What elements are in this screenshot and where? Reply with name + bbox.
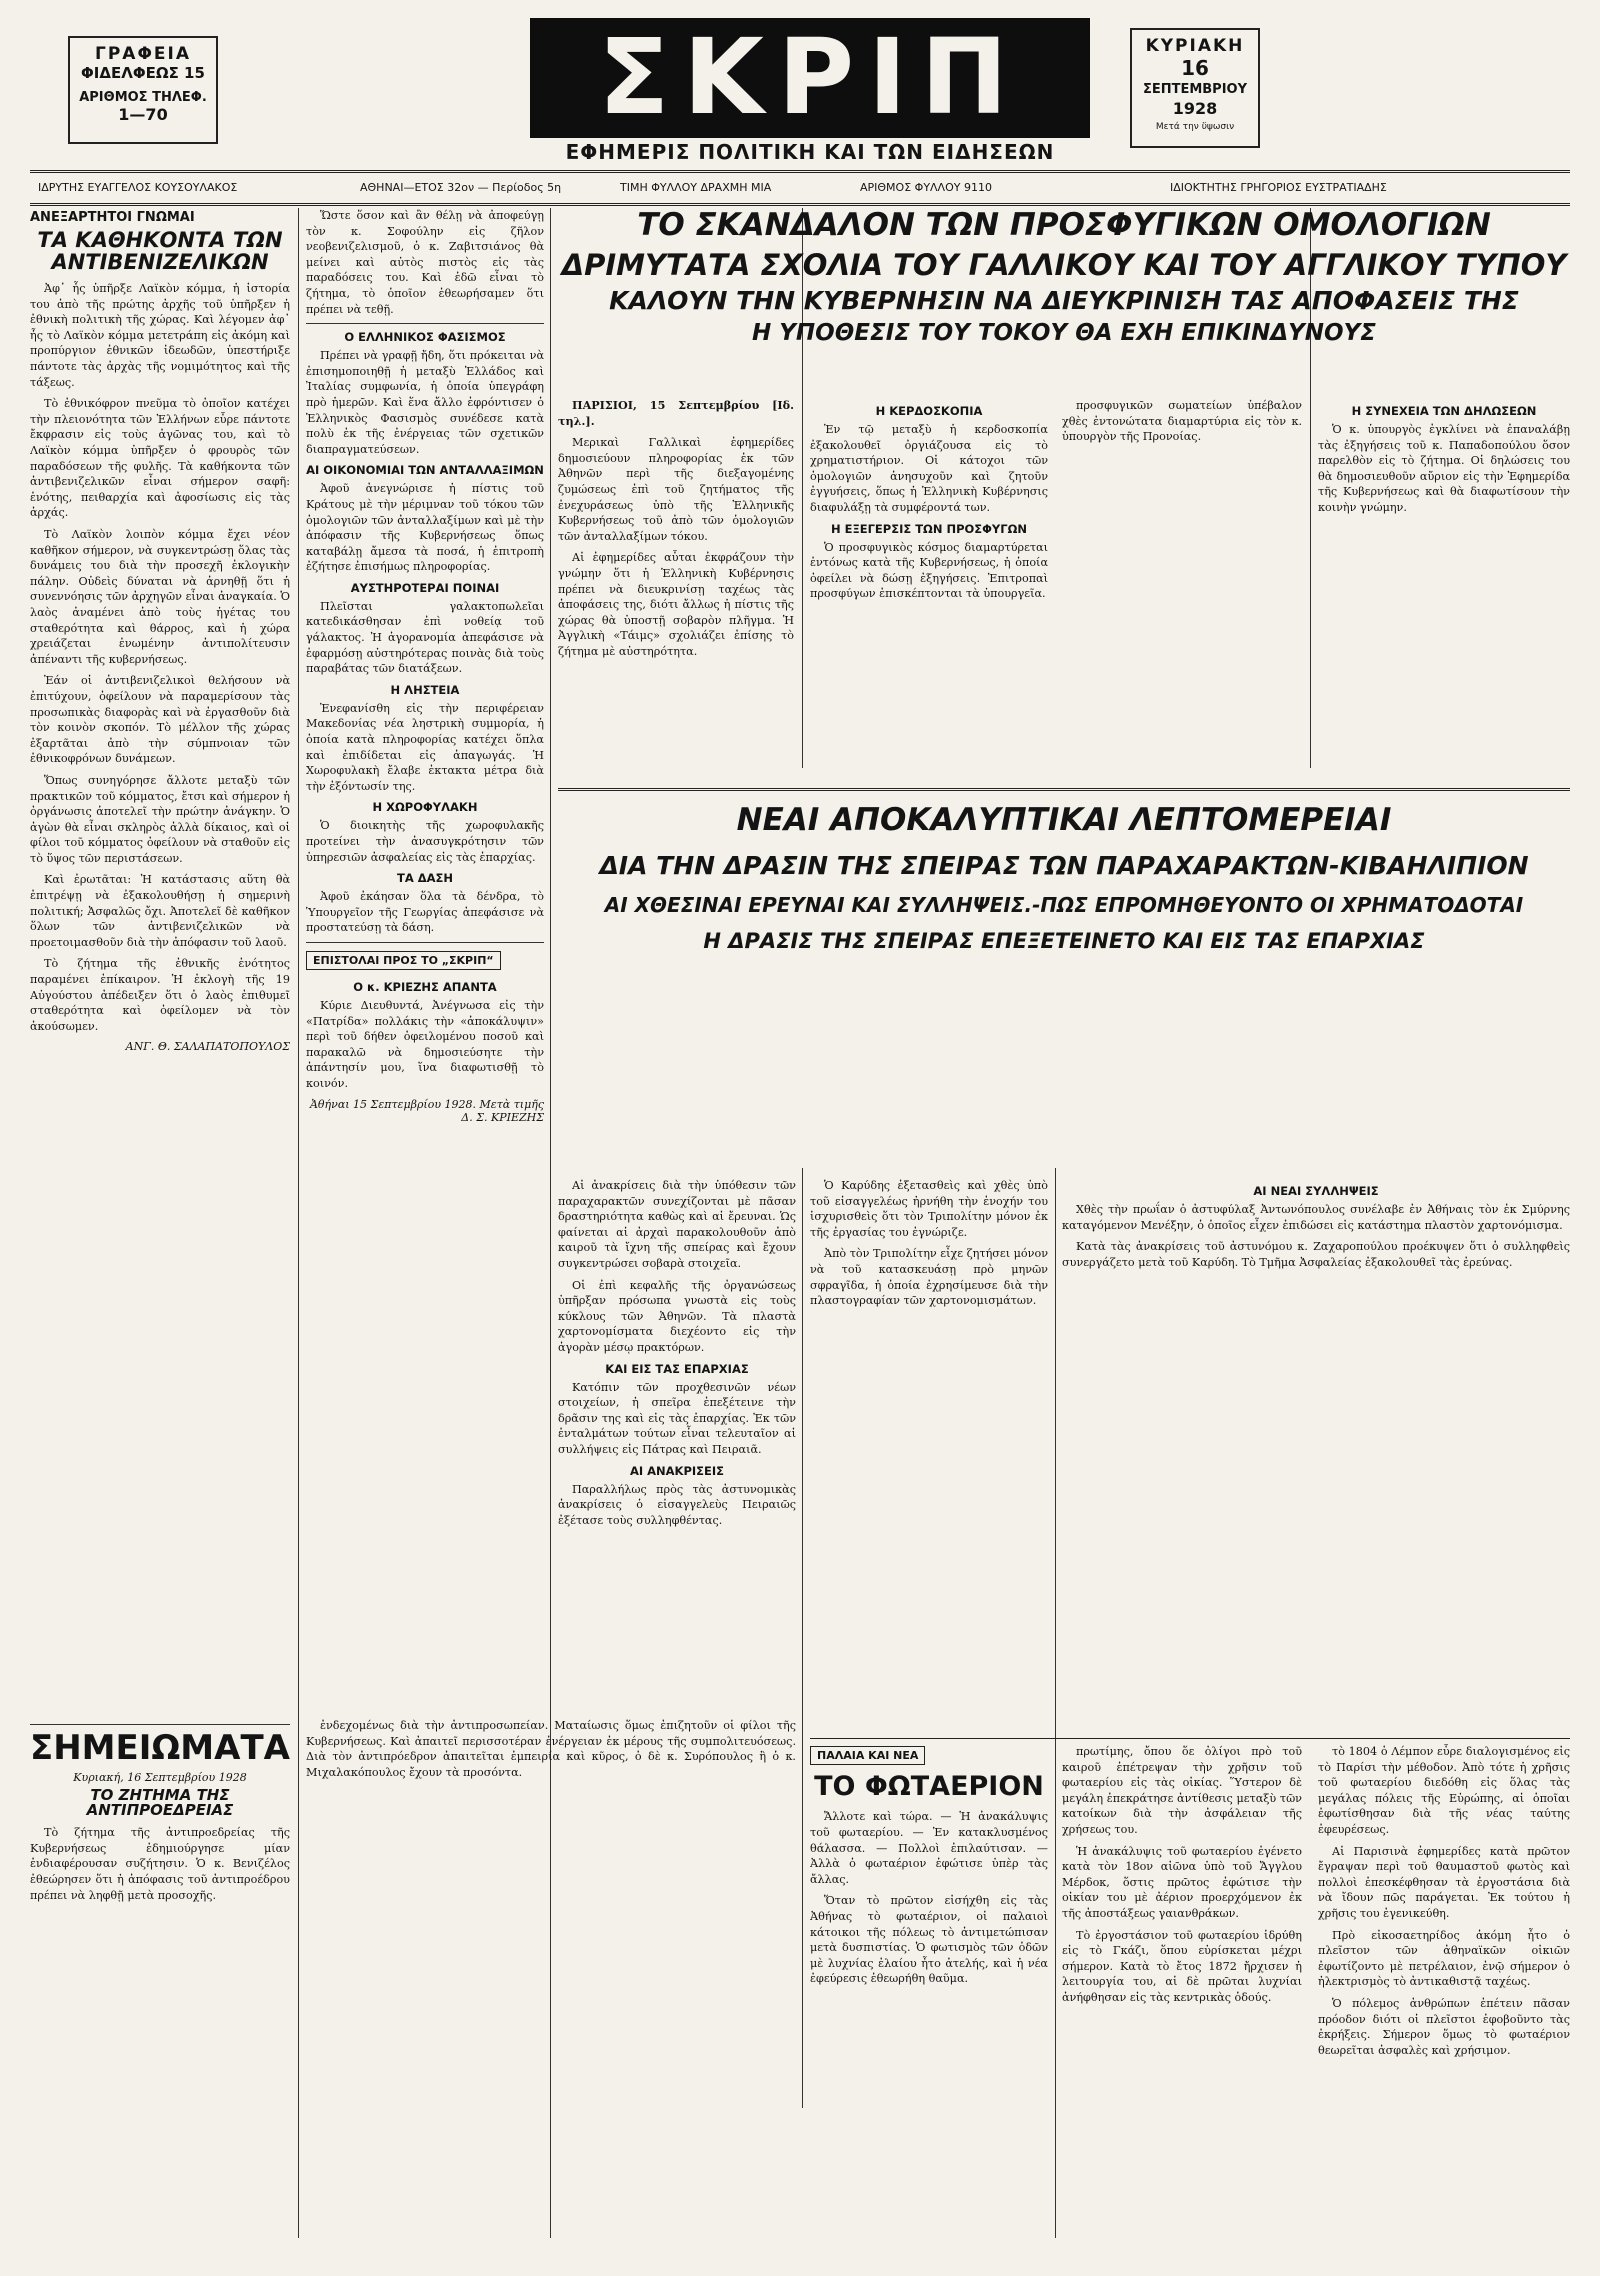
section-heading: Ο ΕΛΛΗΝΙΚΟΣ ΦΑΣΙΣΜΟΣ <box>344 330 506 345</box>
section-heading: ΚΑΙ ΕΙΣ ΤΑΣ ΕΠΑΡΧΙΑΣ <box>605 1361 749 1376</box>
founder: ΙΔΡΥΤΗΣ ΕΥΑΓΓΕΛΟΣ ΚΟΥΣΟΥΛΑΚΟΣ <box>38 181 238 194</box>
section-heading: ΤΑ ΔΑΣΗ <box>396 871 454 886</box>
date-box <box>1130 28 1260 148</box>
phone-number: 1—70 <box>118 105 168 124</box>
year: 1928 <box>1172 99 1218 118</box>
column-rule <box>1055 1168 1056 2238</box>
divider <box>810 1738 1570 1739</box>
owner: ΙΔΙΟΚΤΗΤΗΣ ΓΡΗΓΟΡΙΟΣ ΕΥΣΤΡΑΤΙΑΔΗΣ <box>1170 181 1387 194</box>
day-number: 16 <box>1181 56 1209 80</box>
notes-title: ΣΗΜΕΙΩΜΑΤΑ <box>30 1728 290 1768</box>
office-address: ΦΙΔΕΛΦΕΩΣ 15 <box>81 64 205 82</box>
editorial-paragraph: Ἀφ᾽ ἧς ὑπῆρξε Λαϊκὸν κόμμα, ἡ ἱστορία του ἀπὸ τῆς πρώτης ἀρχῆς τοῦ ὑπῆρξεν ἡ ἐθνικὴ πολιτικὴ τῆς χώρας. Καὶ λέγομεν ἀφ᾽ ἧς τὸ Λαϊκὸν κόμμα μετετράπη εἰς ἀκόμη καὶ προπύργιον ἐθνικῶν ἰδεωδῶν, ὑπεστήριξε πάντοτε τὰς ἀρχὰς τῆς νομιμότητος καὶ τῆς τάξεως. <box>30 282 290 389</box>
newspaper-title: ΣΚΡΙΠ <box>598 16 1022 138</box>
news-paragraph: Ἀφοῦ ἐκάησαν ὅλα τὰ δένδρα, τὸ Ὑπουργεῖον τῆς Γεωργίας ἀπεφάσισε νὰ προστατεύσῃ τὰ δάση. <box>306 890 544 935</box>
feature-paragraph: πρωτίμης, ὄπου ὅε ὀλίγοι πρὸ τοῦ καιροῦ ἐπέτρεψαν τὴν χρῆσιν τοῦ φωταερίου εἰς τὰς οἰκίας. Ὕστερον δὲ μεγάλη ἐπεκράτησε ἀντίθεσις μεταξὺ τῶν κατοίκων διὰ τὴν ἀσφάλειαν τῆς χρήσεως του. <box>1062 1745 1302 1836</box>
lead-column-2 <box>810 398 1048 768</box>
section-heading: ΑΥΣΤΗΡΟΤΕΡΑΙ ΠΟΙΝΑΙ <box>350 580 500 595</box>
newspaper-page <box>30 18 1570 2258</box>
feature-paragraph: Αἱ Παρισινὰ ἐφημερίδες κατὰ πρῶτον ἔγραψαν περὶ τοῦ θαυμαστοῦ φωτὸς καὶ πολλοὶ ἐπεσκέφθησαν τὰ ἐργοστάσια διὰ νὰ ἴδουν πῶς παράγεται. Ἐκ τούτου ἡ χρῆσις του ἐγενικεύθη. <box>1318 1844 1570 1920</box>
news-paragraph: Ὥστε ὅσον καὶ ἂν θέλῃ νὰ ἀποφεύγῃ τὸν κ. Σοφούλην εἰς ζῆλον νεοβενιζελισμοῦ, ὁ κ. Ζαβιτσιάνος θὰ μείνει καὶ αὐτὸς πιστὸς εἰς τὰς παραδόσεις του. Καὶ ἐδῶ εἶναι τὸ ζήτημα, τὸ ὁποῖον ἐθεωρήσαμεν ὅτι πρέπει νὰ τεθῇ. <box>306 209 544 316</box>
second-paragraph: Κατὰ τὰς ἀνακρίσεις τοῦ ἀστυνόμου κ. Ζαχαροπούλου προέκυψεν ὅτι ὁ συλληφθεὶς συνεργάζετο μετὰ τοῦ Καρύδη. Τὸ Τμῆμα Ἀσφαλείας ἐξακολουθεῖ τὰς ἐρεύνας. <box>1062 1240 1570 1269</box>
notes-paragraph: Τὸ ζήτημα τῆς ἀντιπροεδρείας τῆς Κυβερνήσεως ἐδημιούργησε μίαν ἐνδιαφέρουσαν συζήτησιν. Ὁ κ. Βενιζέλος ἐθεώρησεν ὅτι ἡ ἀπόφασις τοῦ ἀντιπροέδρου πρέπει νὰ ληφθῇ μετὰ προσοχῆς. <box>30 1826 290 1902</box>
lead-paragraph: Ὁ προσφυγικὸς κόσμος διαμαρτύρεται ἐντόνως κατὰ τῆς Κυβερνήσεως, ἡ ὁποία ὀφείλει νὰ δώσῃ ἐξηγήσεις. Ἐπιτροπαὶ προσφύγων ἐπισκέπτονται τὰ ὑπουργεῖα. <box>810 540 1048 601</box>
editorial-kicker: ΑΝΕΞΑΡΤΗΤΟΙ ΓΝΩΜΑΙ <box>30 210 195 225</box>
second-paragraph: Κατόπιν τῶν προχθεσινῶν νέων στοιχείων, ἡ σπεῖρα ἐπεξέτεινε τὴν δρᾶσιν της καὶ εἰς τὰς ἐπαρχίας. Ἐκ τῶν ἐνταλμάτων τούτων εἶναι τελευταῖον αἱ συλλήψεις εἰς Πάτρας καὶ Πειραιᾶ. <box>558 1380 796 1456</box>
editorial-column <box>30 208 290 1708</box>
notes-paragraph: ἐνδεχομένως διὰ τὴν ἀντιπροσωπείαν. Ματαίωσις ὅμως ἐπιζητοῦν οἱ φίλοι τῆς Κυβερνήσεως. Καὶ ἀπαιτεῖ περισσοτέραν ἐνέργειαν ἐκ μέρους τῆς συμπολιτευόσεως. Διὰ τὸν ἀντιπρόεδρον ἀπαιτεῖται ἐμπειρία καὶ κῦρος, ὁ δὲ κ. Συρόπουλος ἢ ὁ κ. Μιχαλακόπουλος ἔχουν τὰ προσόντα. <box>306 1719 796 1779</box>
section-heading: ΑΙ ΟΙΚΟΝΟΜΙΑΙ ΤΩΝ ΑΝΤΑΛΛΑΞΙΜΩΝ <box>306 463 544 478</box>
lead-column-4 <box>1318 398 1570 768</box>
office-label: ΓΡΑΦΕΙΑ <box>95 44 191 64</box>
feature-box-label: ΠΑΛΑΙΑ ΚΑΙ ΝΕΑ <box>810 1746 925 1765</box>
second-subheadline: Η ΔΡΑΣΙΣ ΤΗΣ ΣΠΕΙΡΑΣ ΕΠΕΞΕΤΕΙΝΕΤΟ ΚΑΙ ΕΙΣ ΤΑΣ ΕΠΑΡΧΙΑΣ <box>703 929 1425 954</box>
divider <box>558 788 1570 791</box>
lead-paragraph: Μερικαὶ Γαλλικαὶ ἐφημερίδες δημοσιεύουν πληροφορίας ἐκ τῶν Ἀθηνῶν περὶ τῆς διεξαγομένης ζυμώσεως ἐπὶ τοῦ ζητήματος τῆς ἐνεχυράσεως ὑπὸ τῆς Ἑλληνικῆς Κυβερνήσεως τοῦ ἀπὸ τῶν ὁμολογιῶν τῶν ἀνταλλαξίμων τόκου. <box>558 436 794 543</box>
editorial-signature: ΑΝΓ. Θ. ΣΑΛΑΠΑΤΟΠΟΥΛΟΣ <box>125 1040 290 1054</box>
letters-box-label: ΕΠΙΣΤΟΛΑΙ ΠΡΟΣ ΤΟ „ΣΚΡΙΠ“ <box>306 951 501 970</box>
section-heading: Η ΕΞΕΓΕΡΣΙΣ ΤΩΝ ΠΡΟΣΦΥΓΩΝ <box>831 521 1027 536</box>
news-paragraph: Πρέπει νὰ γραφῇ ἤδη, ὅτι πρόκειται νὰ ἐπισημοποιηθῇ ἡ μεταξὺ Ἑλλάδος καὶ Ἰταλίας συμφωνία, ἡ ὁποία ὑπεγράφη πρὸ ἡμερῶν. Καὶ ἕνα ἄλλο ἐφρόντισεν ὁ Ἑλληνικὸς Φασισμὸς συνέδεσε κατὰ πολὺ ἐκ τῆς ἐνέργειας τῶν σχετικῶν διαπραγματεύσεων. <box>306 349 544 456</box>
feature-paragraph: Ὅταν τὸ πρῶτον εἰσήχθη εἰς τὰς Ἀθήνας τὸ φωταέριον, οἱ παλαιοὶ κάτοικοι τῆς πόλεως τὸ ἀντιμετώπισαν μετὰ δυσπιστίας. Ὁ φωτισμὸς τῶν ὁδῶν μὲ λυχνίας ἐλαίου ἦτο ἀτελής, καὶ ἡ νέα ἐφεύρεσις ἐθεωρήθη θαῦμα. <box>810 1894 1048 1986</box>
lead-subheadline: ΔΡΙΜΥΤΑΤΑ ΣΧΟΛΙΑ ΤΟΥ ΓΑΛΛΙΚΟΥ ΚΑΙ ΤΟΥ ΑΓΓΛΙΚΟΥ ΤΥΠΟΥ <box>561 247 1567 282</box>
second-story-headlines <box>558 803 1570 1163</box>
section-heading: Η ΚΕΡΔΟΣΚΟΠΙΑ <box>875 404 983 418</box>
feature-paragraph: Ὁ πόλεμος ἀνθρώπων ἐπέτειν πᾶσαν πρόοδον διότι οἱ πλεῖστοι ἐφοβοῦντο τὰς ἐκρήξεις. Σήμερον ὅμως τὸ φωταέριον θεωρεῖται ἀσφαλὲς καὶ χρήσιμον. <box>1318 1996 1570 2057</box>
feature-column-3 <box>1318 1744 1570 2244</box>
news-column <box>306 208 544 1708</box>
weekday: ΚΥΡΙΑΚΗ <box>1145 36 1245 56</box>
newspaper-subtitle: ΕΦΗΜΕΡΙΣ ΠΟΛΙΤΙΚΗ ΚΑΙ ΤΩΝ ΕΙΔΗΣΕΩΝ <box>565 140 1055 164</box>
letter-signature: Ἀθήναι 15 Σεπτεμβρίου 1928. Μετὰ τιμῆς Δ. Σ. ΚΡΙΕΖΗΣ <box>309 1097 544 1124</box>
lead-paragraph: Ὁ κ. ὑπουργὸς ἐγκλίνει νὰ ἐπαναλάβῃ τὰς ἐξηγήσεις τοῦ κ. Παπαδοπούλου ὅσον παρελθὸν εἰς τὸ ζήτημα. Οἱ δηλώσεις του θὰ δημοσιευθοῦν αὔριον εἰς τὴν Ἐφημερίδα τῆς Κυβερνήσεως καὶ θὰ διαφωτίσουν τὴν κοινὴν γνώμην. <box>1318 423 1570 514</box>
notes-date: Κυριακή, 16 Σεπτεμβρίου 1928 <box>73 1770 247 1784</box>
section-heading: Ο κ. ΚΡΙΕΖΗΣ ΑΠΑΝΤΑ <box>353 979 497 994</box>
feature-title: ΤΟ ΦΩΤΑΕΡΙΟΝ <box>814 1771 1044 1802</box>
feature-column-1 <box>810 1744 1048 2244</box>
lead-paragraph <box>558 398 794 429</box>
lead-paragraph: Αἱ ἐφημερίδες αὗται ἐκφράζουν τὴν γνώμην ὅτι ἡ Ἑλληνικὴ Κυβέρνησις πρέπει νὰ διευκρινίσῃ ταχέως τὰς ἀποφάσεις της, διότι ἄλλως ἡ πίστις τῆς χώρας θὰ ὑποστῇ σοβαρὸν πλῆγμα. Ἡ Ἀγγλικὴ «Τάιμς» σχολιάζει ἐπίσης τὸ ζήτημα μὲ αὐστηρότητα. <box>558 551 794 658</box>
second-paragraph: Χθὲς τὴν πρωΐαν ὁ ἀστυφύλαξ Ἀντωνόπουλος συνέλαβε ἐν Ἀθήναις τὸν ἐκ Σμύρνης καταγόμενον Μενέξην, ὁ ὁποῖος εἶχεν ἐπιδώσει εἰς κατάστημα πλαστὸν χαρτονόμισμα. <box>1062 1203 1570 1232</box>
issue-number: ΑΡΙΘΜΟΣ ΦΥΛΛΟΥ 9110 <box>860 181 992 194</box>
editorial-paragraph: Ἐάν οἱ ἀντιβενιζελικοὶ θελήσουν νὰ ἐπιτύχουν, ὀφείλουν νὰ παραμερίσουν τὰς προσωπικὰς διαφορὰς καὶ νὰ ἐργασθοῦν διὰ τὸν κοινὸν σκοπόν. Τὸ μέλλον τῆς χώρας ἐξαρτᾶται ἀπὸ τὴν σύμπνοιαν τῶν ἐθνικοφρόνων δυνάμεων. <box>30 674 290 766</box>
section-heading: Η ΧΩΡΟΦΥΛΑΚΗ <box>372 800 478 815</box>
second-column-2 <box>810 1178 1048 1738</box>
feature-paragraph: τὸ 1804 ὁ Λέμπον εὗρε διαλογισμένος εἰς τὸ Παρίσι τὴν μέθοδον. Ἀπὸ τότε ἡ χρῆσις τοῦ φωταερίου διεδόθη εἰς ὅλας τὰς μεγάλας πόλεις τῆς Εὐρώπης, αἱ ὁποῖαι ἐφωτίσθησαν διὰ τῆς νέας ταύτης ἐφευρέσεως. <box>1318 1745 1570 1836</box>
lead-headline: ΤΟ ΣΚΑΝΔΑΛΟΝ ΤΩΝ ΠΡΟΣΦΥΓΙΚΩΝ ΟΜΟΛΟΓΙΩΝ <box>637 208 1491 243</box>
second-column-3 <box>1062 1178 1570 1738</box>
column-rule <box>298 208 299 2238</box>
editorial-headline: ΤΑ ΚΑΘΗΚΟΝΤΑ ΤΩΝ ΑΝΤΙΒΕΝΙΖΕΛΙΚΩΝ <box>37 228 283 275</box>
editorial-paragraph: Καὶ ἐρωτᾶται: Ἡ κατάστασις αὕτη θὰ ἐπιτρέψῃ νὰ ἐξακολουθήσῃ ἡ σημερινὴ πολιτική; Ἀσφαλῶς ὄχι. Ἀποτελεῖ δὲ καθῆκον ὅλων τῶν ἀντιβενιζελικῶν νὰ προετοιμασθοῦν διὰ τὴν ἀπόφασιν τοῦ λαοῦ. <box>30 873 290 949</box>
feature-column-2 <box>1062 1744 1302 2244</box>
phone-label: ΑΡΙΘΜΟΣ ΤΗΛΕΦ. <box>79 90 207 105</box>
news-paragraph: Ἐνεφανίσθη εἰς τὴν περιφέρειαν Μακεδονίας νέα ληστρικὴ συμμορία, ἡ ὁποία κατὰ πληροφορίας κατέχει ὅπλα καὶ ἐπιδίδεται εἰς ἀπαγωγάς. Ἡ Χωροφυλακὴ ἔλαβε ἐκτακτα μέτρα διὰ τὴν ἐξόντωσίν της. <box>306 701 544 793</box>
second-paragraph: Παραλλήλως πρὸς τὰς ἀστυνομικὰς ἀνακρίσεις ὁ εἰσαγγελεὺς Πειραιῶς ἐξέτασε τοὺς συλληφθέντας. <box>558 1482 796 1527</box>
section-heading: ΑΙ ΑΝΑΚΡΙΣΕΙΣ <box>629 1463 725 1478</box>
second-subheadline: ΑΙ ΧΘΕΣΙΝΑΙ ΕΡΕΥΝΑΙ ΚΑΙ ΣΥΛΛΗΨΕΙΣ.-ΠΩΣ ΕΠΡΟΜΗΘΕΥΟΝΤΟ ΟΙ ΧΡΗΜΑΤΟΔΟΤΑΙ <box>604 892 1524 917</box>
second-paragraph: Ὁ Καρύδης ἐξετασθεὶς καὶ χθὲς ὑπὸ τοῦ εἰσαγγελέως ἠρνήθη τὴν ἐνοχήν του ἰσχυρισθεὶς ὅτι τὸν Τριπολίτην μόνον ἐκ τῆς ἐργασίας του ἐγνώριζε. <box>810 1179 1048 1239</box>
section-heading: ΑΙ ΝΕΑΙ ΣΥΛΛΗΨΕΙΣ <box>1253 1184 1379 1198</box>
feature-paragraph: Ἄλλοτε καὶ τώρα. — Ἡ ἀνακάλυψις τοῦ φωταερίου. — Ἐν κατακλυσμένος θάλασσα. — Πολλοὶ ἐπιλαύτισαν. — Ἀλλὰ ὁ φωταέριον ἐφώτισε ὑπὲρ τὰς ἄλλας. <box>810 1810 1048 1886</box>
divider <box>30 1724 290 1725</box>
divider <box>306 323 544 324</box>
editorial-paragraph: Ὅπως συνηγόρησε ἄλλοτε μεταξὺ τῶν πρακτικῶν τοῦ κόμματος, ἔτσι καὶ σήμερον ἡ ὀργάνωσις ἀποτελεῖ τὴν πρώτην ἀνάγκην. Ὁ ἀγὼν θὰ εἶναι σκληρὸς ἀλλὰ δίκαιος, καὶ οἱ φίλοι τοῦ κόμματος ὀφείλουν νὰ σταθοῦν εἰς τὸ ὕψος τῶν περιστάσεων. <box>30 773 290 865</box>
year-period: ΑΘΗΝΑΙ—ΕΤΟΣ 32ον — Περίοδος 5η <box>360 181 562 194</box>
news-paragraph: Κύριε Διευθυντά, Ἀνέγνωσα εἰς τὴν «Πατρίδα» πολλάκις τὴν «ἀποκάλυψιν» περὶ τοῦ δήθεν ὀφειλομένου ποσοῦ καὶ παρακαλῶ νὰ δημοσιεύσητε τὴν ἀπάντησίν μου, ἵνα διαφωτισθῇ τὸ κοινόν. <box>306 998 544 1090</box>
date-note: Μετά την ὕψωσιν <box>1155 122 1235 132</box>
lead-subheadline: Η ΥΠΟΘΕΣΙΣ ΤΟΥ ΤΟΚΟΥ ΘΑ ΕΧΗ ΕΠΙΚΙΝΔΥΝΟΥΣ <box>752 320 1376 347</box>
notes-headline: ΤΟ ΖΗΤΗΜΑ ΤΗΣ ΑΝΤΙΠΡΟΕΔΡΕΙΑΣ <box>86 1785 234 1820</box>
notes-section <box>30 1718 290 2238</box>
lead-dateline: ΠΑΡΙΣΙΟΙ, 15 Σεπτεμβρίου [Ιδ. τηλ.]. <box>558 398 794 428</box>
second-headline: ΝΕΑΙ ΑΠΟΚΑΛΥΠΤΙΚΑΙ ΛΕΠΤΟΜΕΡΕΙΑΙ <box>736 803 1392 838</box>
divider <box>306 942 544 943</box>
lead-subheadline: ΚΑΛΟΥΝ ΤΗΝ ΚΥΒΕΡΝΗΣΙΝ ΝΑ ΔΙΕΥΚΡΙΝΙΣΗ ΤΑΣ ΑΠΟΦΑΣΕΙΣ ΤΗΣ <box>609 286 1519 316</box>
lead-column-3 <box>1062 398 1302 768</box>
masthead <box>30 18 1570 168</box>
office-info-box <box>68 36 218 144</box>
second-paragraph: Οἱ ἐπὶ κεφαλῆς τῆς ὀργανώσεως ὑπῆρξαν πρόσωπα γνωστὰ εἰς τοὺς κύκλους τῶν Ἀθηνῶν. Τὰ πλαστὰ χαρτονομίσματα διεχέοντο εἰς τὴν ἀγορὰν μέσῳ πρακτόρων. <box>558 1278 796 1354</box>
editorial-paragraph: Τὸ ἐθνικόφρον πνεῦμα τὸ ὁποῖον κατέχει τὴν πλειονότητα τῶν Ἑλλήνων εὗρε πάντοτε ἔκφρασιν εἰς τοὺς ἀγῶνας του, καὶ τὸ Λαϊκὸν κόμμα ὑπῆρξεν ὁ φρουρὸς τῶν παραδόσεων τῆς φυλῆς. Τὰ καθήκοντα τῶν ἀντιβενιζελικῶν εἶναι σήμερον σαφῆ: ἑνότης, πειθαρχία καὶ ἀφοσίωσις εἰς τὰς ἀρχάς. <box>30 397 290 520</box>
section-heading: Η ΣΥΝΕΧΕΙΑ ΤΩΝ ΔΗΛΩΣΕΩΝ <box>1351 404 1537 418</box>
feature-paragraph: Ἡ ἀνακάλυψις τοῦ φωταερίου ἐγένετο κατὰ τὸν 18ον αἰῶνα ὑπὸ τοῦ Ἄγγλου Μέρδοκ, ὅστις πρῶτος ἐφώτισε τὴν οἰκίαν του μὲ ἀέριον προερχόμενον ἐκ τῆς ἀποστάξεως γαιανθράκων. <box>1062 1844 1302 1920</box>
editorial-paragraph: Τὸ Λαϊκὸν λοιπὸν κόμμα ἔχει νέον καθῆκον σήμερον, νὰ συγκεντρώσῃ ὅλας τὰς δυνάμεις του διὰ τὴν προσεχῆ ἐκλογικὴν πάλην. Οὐδεὶς δύναται νὰ ἀρνηθῇ ὅτι ἡ συνεννόησις τῶν ἀρχηγῶν εἶναι ἀναγκαία. Ὁ λαὸς ἀναμένει ἀπὸ τοὺς ἡγέτας του σταθερότητα καὶ θάρρος, καὶ ἡ χώρα χρειάζεται ἐνωμένην ἀντιπολίτευσιν ἀπέναντι τῆς κυβερνήσεως. <box>30 528 290 666</box>
column-rule <box>802 1168 803 2108</box>
news-paragraph: Πλεῖσται γαλακτοπωλεῖαι κατεδικάσθησαν ἐπὶ νοθείᾳ τοῦ γάλακτος. Ἡ ἀγορανομία ἀπεφάσισε νὰ ἐφαρμόσῃ αὐστηρότερας ποινὰς διὰ τοὺς παραβάτας τῶν διατάξεων. <box>306 599 544 676</box>
lead-paragraph: προσφυγικῶν σωματείων ὑπέβαλον χθὲς ἐντονώτατα διαμαρτύρια εἰς τὸν κ. ὑπουργὸν τῆς Προνοίας. <box>1062 399 1302 444</box>
month: ΣΕΠΤΕΜΒΡΙΟΥ <box>1142 82 1248 97</box>
price: ΤΙΜΗ ΦΥΛΛΟΥ ΔΡΑΧΜΗ ΜΙΑ <box>620 181 772 194</box>
news-paragraph: Ἀφοῦ ἀνεγνώρισε ἡ πίστις τοῦ Κράτους μὲ τὴν μέριμναν τοῦ τόκου τῶν ὁμολογιῶν τῶν ἀνταλλαξίμων καὶ μὲ τὴν ἀπόφασιν τῆς Κυβερνήσεως ὅπως καταβάλῃ ἄμεσα τὰ ποσά, ἡ ἐπιτροπὴ ἐζήτησε ἐπισήμως πληροφορίας. <box>306 482 544 574</box>
lead-column-1 <box>558 398 794 768</box>
section-heading: Η ΛΗΣΤΕΙΑ <box>390 682 460 697</box>
lead-paragraph: Ἐν τῷ μεταξὺ ἡ κερδοσκοπία ἐξακολουθεῖ ὀργιάζουσα εἰς τὸ χρηματιστήριον. Οἱ κάτοχοι τῶν ὁμολογιῶν ἀνησυχοῦν καὶ ζητοῦν ἐγγυήσεις, ὅπως ἡ Ἑλληνικὴ Κυβέρνησις διαφυλάξῃ τὰ συμφέροντά των. <box>810 423 1048 514</box>
column-rule <box>550 208 551 2238</box>
editorial-paragraph: Τὸ ζήτημα τῆς ἐθνικῆς ἑνότητος παραμένει ἐπίκαιρον. Ἡ ἐκλογὴ τῆς 19 Αὐγούστου ἀπέδειξεν ὅτι ὁ λαὸς ἐπιθυμεῖ σταθερότητα καὶ ὀφείλομεν νὰ τὸν ἀκούσωμεν. <box>30 957 290 1033</box>
info-bar <box>30 170 1570 206</box>
second-paragraph: Ἀπὸ τὸν Τριπολίτην εἶχε ζητήσει μόνον νὰ τοῦ κατασκευάσῃ πρὸ μηνῶν σφραγῖδα, ἡ ὁποία ἐχρησίμευσε διὰ τὴν πλαστογραφίαν τῶν χαρτονομισμάτων. <box>810 1247 1048 1308</box>
second-column-1 <box>558 1178 796 1738</box>
news-paragraph: Ὁ διοικητὴς τῆς χωροφυλακῆς προτείνει τὴν ἀνασυγκρότησιν τῶν ὑπηρεσιῶν ἀσφαλείας εἰς τὰς ἐπαρχίας. <box>306 819 544 864</box>
feature-paragraph: Πρὸ εἰκοσαετηρίδος ἀκόμη ἦτο ὁ πλεῖστον τῶν ἀθηναϊκῶν οἰκιῶν ἐφωτίζοντο μὲ πετρέλαιον, ἐνῷ σήμερον ὁ ἠλεκτρισμὸς τὸ ἀντικαθιστᾷ ταχέως. <box>1318 1928 1570 1989</box>
notes-continuation <box>306 1718 796 1918</box>
second-paragraph: Αἱ ἀνακρίσεις διὰ τὴν ὑπόθεσιν τῶν παραχαρακτῶν συνεχίζονται μὲ πᾶσαν δραστηριότητα καθὼς καὶ αἱ ἔρευναι. Ὡς φαίνεται αἱ ἀρχαὶ παρακολουθοῦν ἀπὸ καιροῦ τὰ ἴχνη τῆς σπείρας καὶ ἔχουν συγκεντρώσει σοβαρὰ στοιχεῖα. <box>558 1179 796 1270</box>
feature-paragraph: Τὸ ἐργοστάσιον τοῦ φωταερίου ἱδρύθη εἰς τὸ Γκάζι, ὅπου εὑρίσκεται μέχρι σήμερον. Κατὰ τὸ ἔτος 1872 ἤρχισεν ἡ λειτουργία του, αἱ δὲ πρῶται λυχνίαι ἀνήφθησαν εἰς τὰς κεντρικὰς ὁδούς. <box>1062 1928 1302 2004</box>
second-subheadline: ΔΙΑ ΤΗΝ ΔΡΑΣΙΝ ΤΗΣ ΣΠΕΙΡΑΣ ΤΩΝ ΠΑΡΑΧΑΡΑΚΤΩΝ-ΚΙΒΑΗΛΙΠΙΟΝ <box>599 850 1529 880</box>
